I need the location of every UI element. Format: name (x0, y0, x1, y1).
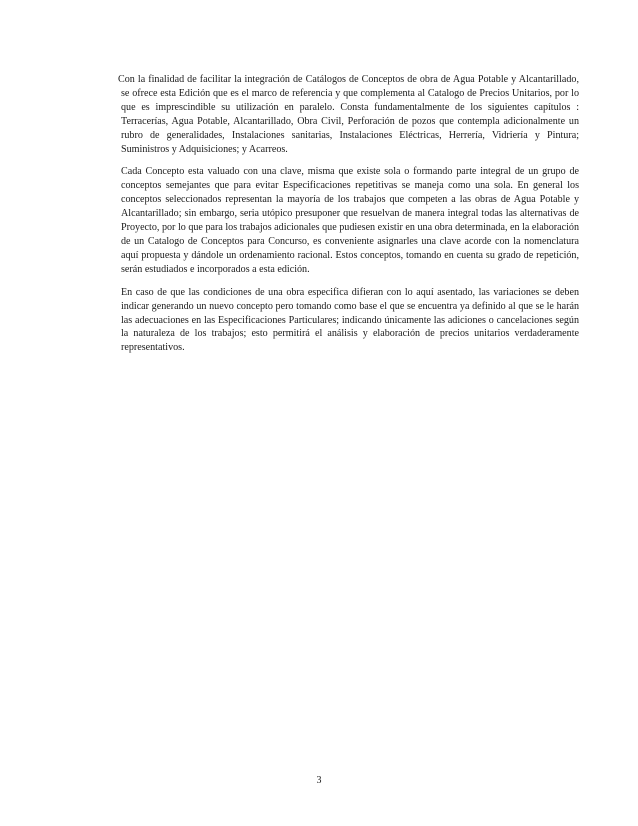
page-number: 3 (316, 775, 322, 786)
paragraph-introduction: Con la finalidad de facilitar la integración de Catálogos de Conceptos de obra de Agua Potable y Alcantarillado, se ofrece esta Edición que es el marco de referencia y que complementa al Catalogo de Precios Unitarios, por lo que es imprescindible su utilización en paralelo. Consta fundamentalmente de los siguientes capítulos : Terracerías, Agua Potable, Alcantarillado, Obra Civil, Perforación de pozos que contempla adicionalmente un rubro de generalidades, Instalaciones sanitarias, Instalaciones Eléctricas, Herrería, Vidriería y Pintura; Suministros y Adquisiciones; y Acarreos. (118, 74, 579, 155)
body-text (118, 73, 579, 364)
paragraph-variations: En caso de que las condiciones de una obra especifica difieran con lo aquí asentado, las variaciones se deben indicar generando un nuevo concepto pero tomando como base el que se encuentra ya definido al que se le harán las adecuaciones en las Especificaciones Particulares; indicando únicamente las adiciones o cancelaciones según la naturaleza de los trabajos; esto permitirá el análisis y elaboración de precios unitarios verdaderamente representativos. (121, 286, 579, 354)
paragraph-concept-keys: Cada Concepto esta valuado con una clave, misma que existe sola o formando parte integral de un grupo de conceptos semejantes que para evitar Especificaciones repetitivas se maneja como una sola. En general los conceptos seleccionados representan la mayoría de los trabajos que competen a las obras de Agua Potable y Alcantarillado; sin embargo, seria utópico presuponer que resuelvan de manera integral todas las alternativas de Proyecto, por lo que para los trabajos adicionales que pudiesen existir en una obra determinada, en la elaboración de un Catalogo de Conceptos para Concurso, es conveniente asignarles una clave acorde con la nomenclatura aquí propuesta y dándole un ordenamiento racional. Estos conceptos, tomando en cuenta su grado de repetición, serán estudiados e incorporados a esta edición. (121, 166, 579, 275)
